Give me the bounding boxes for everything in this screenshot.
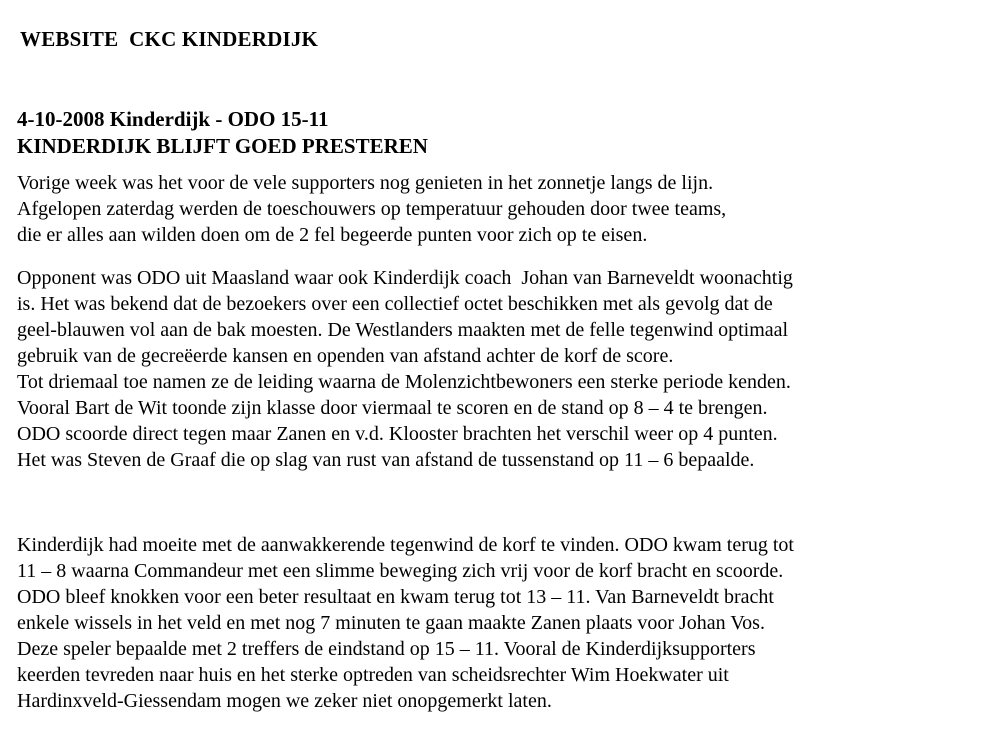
site-title: WEBSITE CKC KINDERDIJK [20, 27, 319, 51]
paragraph-line: Tot driemaal toe namen ze de leiding waarna de Molenzichtbewoners een sterke periode kenden. [17, 371, 791, 393]
paragraph-line: die er alles aan wilden doen om de 2 fel begeerde punten voor zich op te eisen. [17, 224, 648, 246]
paragraph-line: Vorige week was het voor de vele supporters nog genieten in het zonnetje langs de lijn. [17, 172, 714, 194]
article-paragraph-intro [17, 170, 726, 248]
paragraph-line: 11 – 8 waarna Commandeur met een slimme beweging zich vrij voor de korf bracht en scoorde. [17, 560, 784, 582]
paragraph-line: is. Het was bekend dat de bezoekers over een collectief octet beschikken met als gevolg dat de [17, 293, 773, 315]
paragraph-line: Hardinxveld-Giessendam mogen we zeker niet onopgemerkt laten. [17, 690, 552, 712]
paragraph-line: Deze speler bepaalde met 2 treffers de eindstand op 15 – 11. Vooral de Kinderdijksupporters [17, 638, 756, 660]
paragraph-line: enkele wissels in het veld en met nog 7 minuten te gaan maakte Zanen plaats voor Johan Vos. [17, 612, 765, 634]
paragraph-line: Afgelopen zaterdag werden de toeschouwers op temperatuur gehouden door twee teams, [17, 198, 727, 220]
article-paragraph-second-half [17, 532, 794, 714]
paragraph-line: Vooral Bart de Wit toonde zijn klasse door viermaal te scoren en de stand op 8 – 4 te brengen. [17, 397, 768, 419]
paragraph-line: geel-blauwen vol aan de bak moesten. De Westlanders maakten met de felle tegenwind optimaal [17, 319, 789, 341]
paragraph-line: Het was Steven de Graaf die op slag van rust van afstand de tussenstand op 11 – 6 bepaalde. [17, 449, 755, 471]
article-paragraph-first-half [17, 265, 793, 473]
paragraph-line: ODO bleef knokken voor een beter resultaat en kwam terug tot 13 – 11. Van Barneveldt bracht [17, 586, 774, 608]
article-date-line: 4-10-2008 Kinderdijk - ODO 15-11 [17, 107, 329, 131]
paragraph-line: ODO scoorde direct tegen maar Zanen en v.d. Klooster brachten het verschil weer op 4 punten. [17, 423, 778, 445]
article-headline: KINDERDIJK BLIJFT GOED PRESTEREN [17, 134, 428, 158]
paragraph-line: keerden tevreden naar huis en het sterke optreden van scheidsrechter Wim Hoekwater uit [17, 664, 729, 686]
paragraph-line: Kinderdijk had moeite met de aanwakkerende tegenwind de korf te vinden. ODO kwam terug tot [17, 534, 794, 556]
paragraph-line: Opponent was ODO uit Maasland waar ook Kinderdijk coach Johan van Barneveldt woonachtig [17, 267, 793, 289]
paragraph-line: gebruik van de gecreëerde kansen en openden van afstand achter de korf de score. [17, 345, 674, 367]
